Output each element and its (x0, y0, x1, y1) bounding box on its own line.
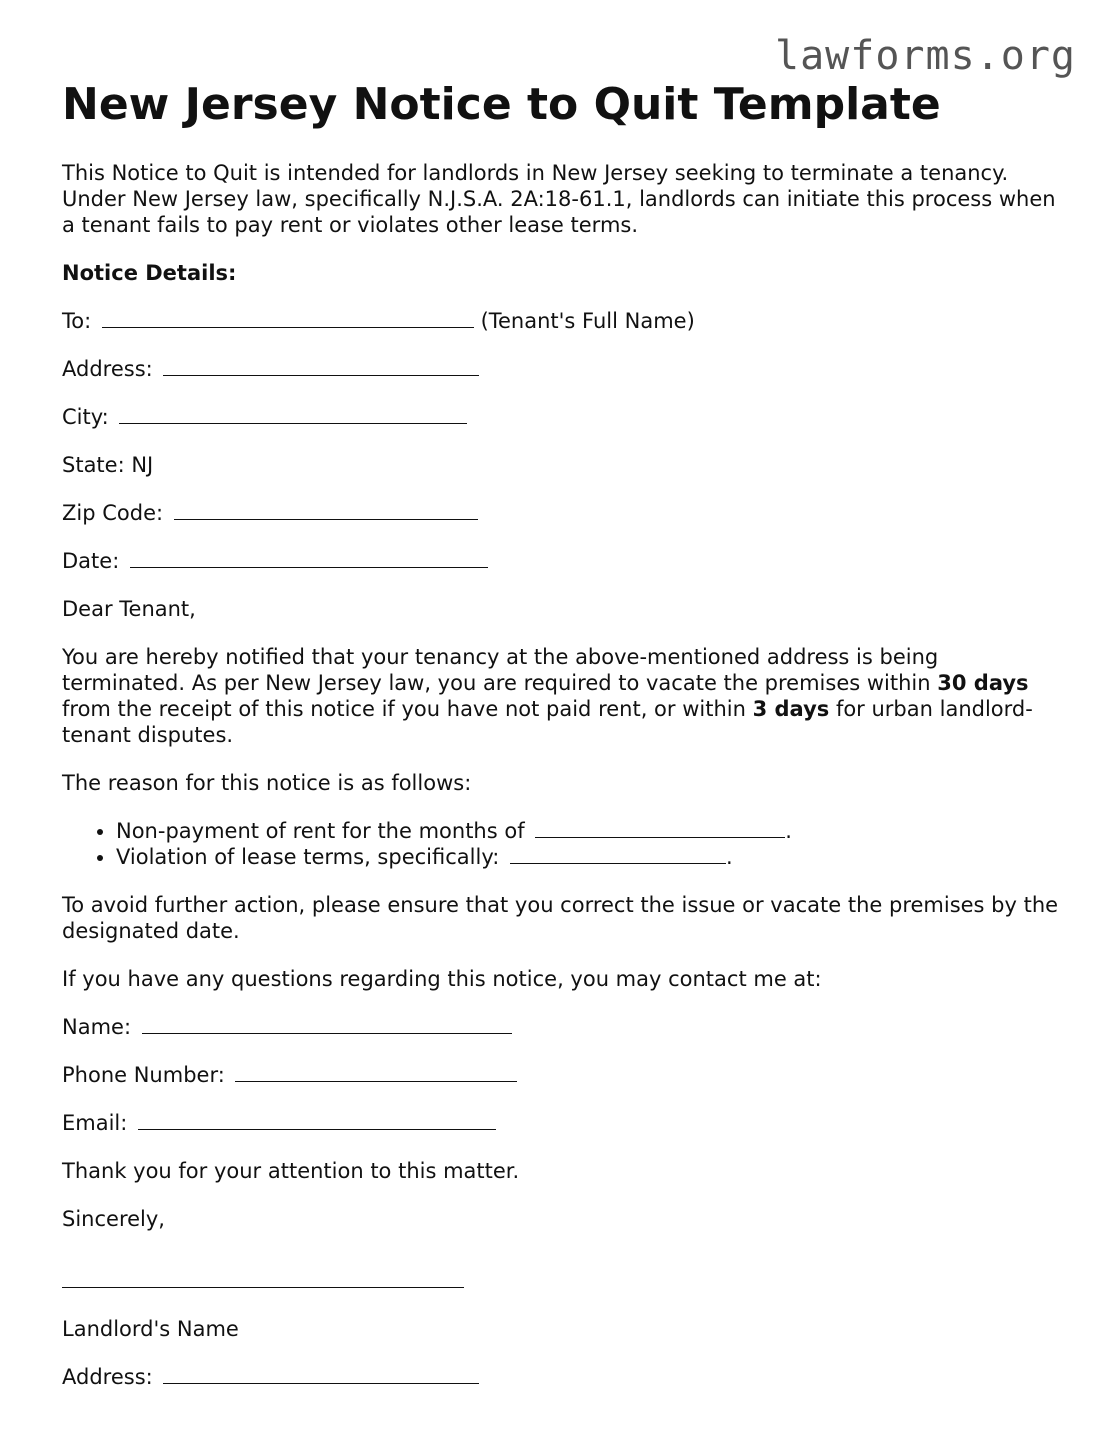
date-field-row (62, 548, 1062, 574)
contact-name-label: Name: (62, 1015, 132, 1039)
to-label: To: (62, 309, 92, 333)
landlord-name-label: Landlord's Name (62, 1317, 239, 1341)
to-hint: (Tenant's Full Name) (480, 309, 695, 333)
city-label: City: (62, 405, 109, 429)
state-field-row: State: NJ (62, 453, 154, 477)
avoid-action-paragraph: To avoid further action, please ensure that you correct the issue or vacate the premises by the designated date. (62, 893, 1059, 943)
contact-email-blank[interactable] (138, 1111, 496, 1130)
contact-intro: If you have any questions regarding this notice, you may contact me at: (62, 967, 822, 991)
landlord-address-row (62, 1364, 1062, 1390)
page-title: New Jersey Notice to Quit Template (62, 79, 941, 130)
contact-email-row (62, 1110, 1062, 1136)
intro-paragraph: This Notice to Quit is intended for landlords in New Jersey seeking to terminate a tenancy. Under New Jersey law, specifically N.J.S.A. 2A:18-61.1, landlords can initiate this process when a tenant fails to pay rent or violates other lease terms. (62, 161, 1056, 237)
address-field-row (62, 356, 1062, 382)
reason-text: Non-payment of rent for the months of (116, 819, 525, 843)
reason-intro: The reason for this notice is as follows: (62, 771, 472, 795)
city-field-row (62, 404, 1062, 430)
signature-blank[interactable] (62, 1287, 464, 1288)
zip-field-row (62, 500, 1062, 526)
contact-phone-label: Phone Number: (62, 1063, 225, 1087)
contact-name-row (62, 1014, 1062, 1040)
reason-rent-months-blank[interactable] (535, 819, 785, 838)
notice-details-heading: Notice Details: (62, 261, 237, 285)
salutation: Dear Tenant, (62, 597, 196, 621)
contact-name-blank[interactable] (142, 1015, 512, 1034)
to-blank[interactable] (102, 309, 474, 328)
notice-paragraph: You are hereby notified that your tenancy at the above-mentioned address is being terminated. As per New Jersey law, you are required to vacate the premises within 30 days from the receipt of this notice if you have not paid rent, or within 3 days for urban landlord-tenant disputes. (62, 645, 1033, 747)
list-item: • Violation of lease terms, specifically: . (116, 844, 1062, 870)
reason-text: Violation of lease terms, specifically: (116, 845, 500, 869)
reason-list (62, 818, 1062, 870)
landlord-address-label: Address: (62, 1365, 153, 1389)
list-item: • Non-payment of rent for the months of . (116, 818, 1062, 844)
contact-phone-row (62, 1062, 1062, 1088)
to-field-row (62, 308, 1062, 334)
document-body (62, 160, 1062, 1412)
watermark-logo: lawforms.org (775, 33, 1076, 79)
notice-days-30: 30 days (937, 671, 1029, 695)
zip-blank[interactable] (174, 501, 478, 520)
date-blank[interactable] (130, 549, 488, 568)
contact-phone-blank[interactable] (235, 1063, 517, 1082)
thanks-line: Thank you for your attention to this matter. (62, 1159, 520, 1183)
notice-days-3: 3 days (752, 697, 830, 721)
contact-email-label: Email: (62, 1111, 128, 1135)
reason-lease-violation-blank[interactable] (510, 845, 726, 864)
address-label: Address: (62, 357, 153, 381)
closing-line: Sincerely, (62, 1207, 165, 1231)
date-label: Date: (62, 549, 120, 573)
address-blank[interactable] (163, 357, 479, 376)
zip-label: Zip Code: (62, 501, 164, 525)
city-blank[interactable] (119, 405, 467, 424)
landlord-address-blank[interactable] (163, 1365, 479, 1384)
